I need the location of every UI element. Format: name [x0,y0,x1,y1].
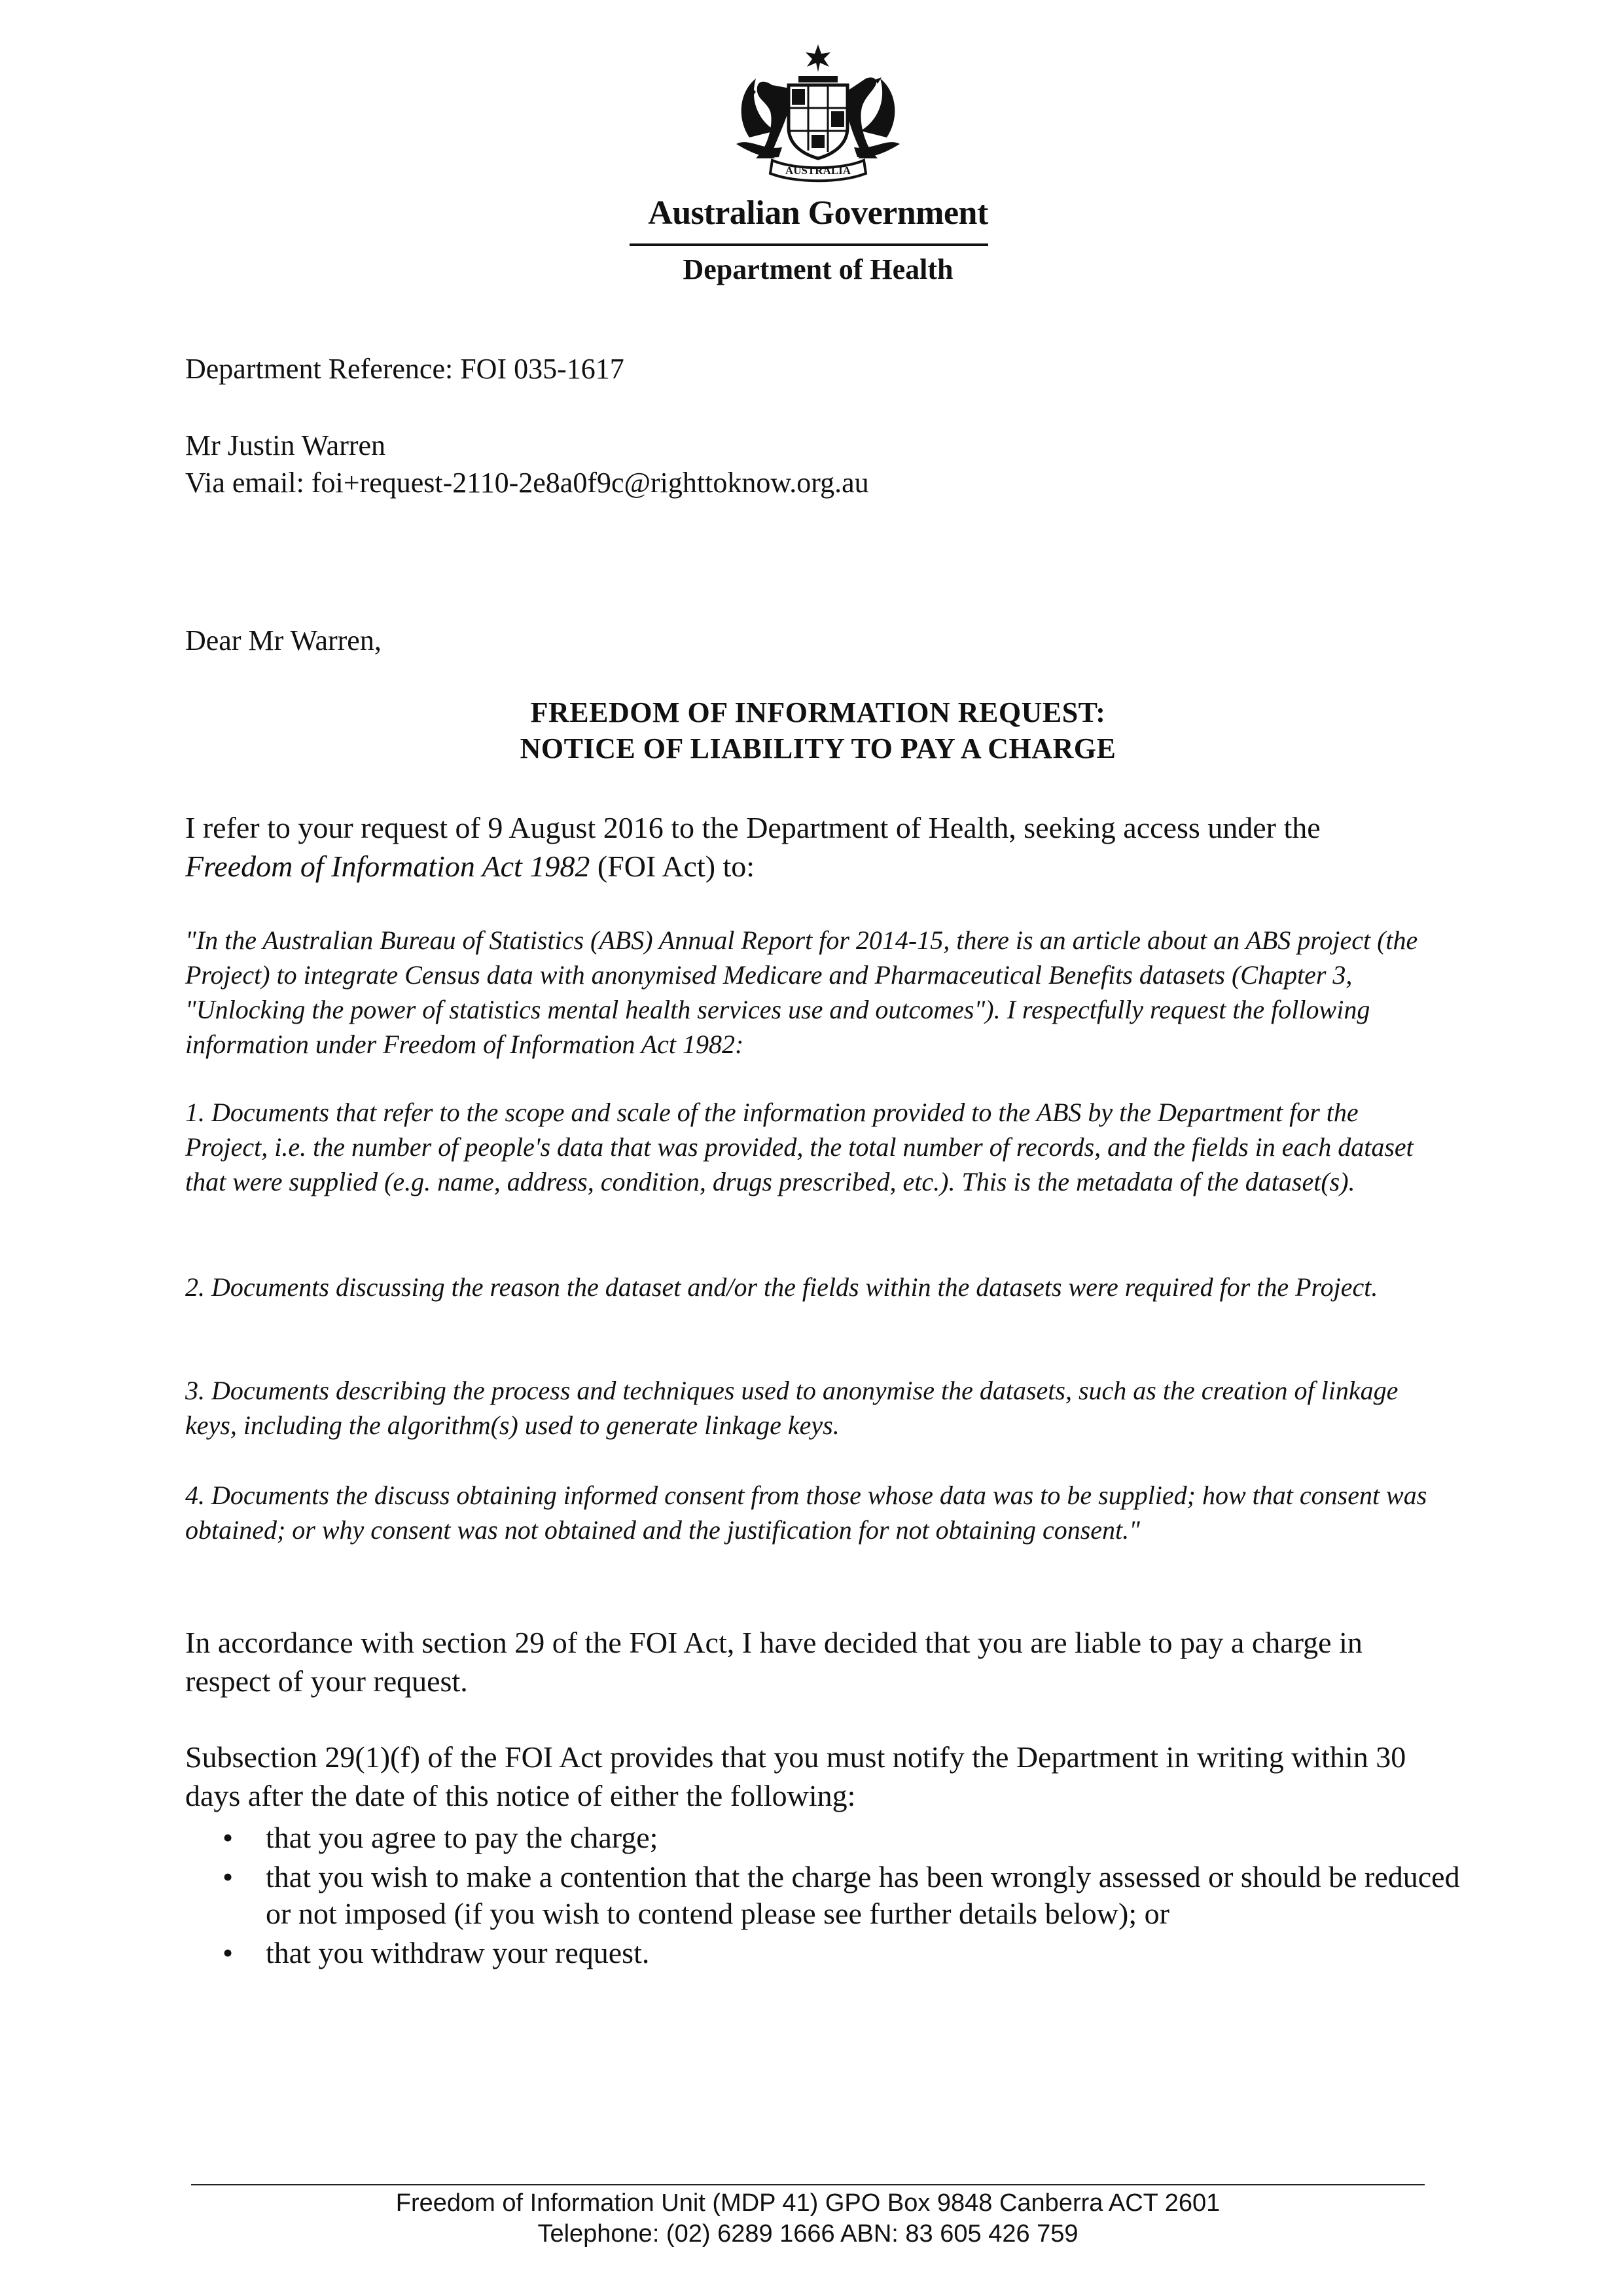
department-reference: Department Reference: FOI 035-1617 [185,353,624,385]
letter-heading-line-2: NOTICE OF LIABILITY TO PAY A CHARGE [520,732,1116,764]
department-name: Department of Health [683,253,954,285]
list-item: • that you withdraw your request. [223,1935,1466,1971]
bullet-icon: • [223,1936,234,1969]
crest-scroll-text: AUSTRALIA [785,164,851,177]
subsection-paragraph: Subsection 29(1)(f) of the FOI Act provides that you must notify the Department in writing within 30 days after the date of this notice of either the following: [185,1740,1406,1812]
list-item: • that you wish to make a contention that the charge has been wrongly assessed or should be reduced or not imposed (if you wish to contend please see further details below); or [223,1860,1460,1930]
letter-heading-line-1: FREEDOM OF INFORMATION REQUEST: [530,696,1106,728]
quoted-request-item-1: 1. Documents that refer to the scope and scale of the information provided to the ABS by the Department for the Project, i.e. the number of people's data that was provided, the total number of records, and the fields in each dataset that were supplied (e.g. name, address, condition, drugs prescribed, etc.). This is the metadata of the dataset(s). [185,1098,1414,1196]
footer-contact: Telephone: (02) 6289 1666 ABN: 83 605 426 759 [537,2220,1079,2248]
quoted-request-item-2: 2. Documents discussing the reason the dataset and/or the fields within the datasets were required for the Project. [185,1272,1378,1302]
intro-paragraph [185,808,1429,886]
government-name: Australian Government [648,194,988,232]
letterhead-divider [630,243,988,246]
quoted-request-item-4: 4. Documents the discuss obtaining informed consent from those whose data was to be supplied; how that consent was obtained; or why consent was not obtained and the justification for not obtaining consent." [185,1480,1427,1545]
liability-paragraph: In accordance with section 29 of the FOI Act, I have decided that you are liable to pay a charge in respect of your request. [185,1626,1363,1698]
intro-text-2: (FOI Act) to: [590,850,755,883]
recipient-name: Mr Justin Warren [185,429,386,461]
recipient-email: Via email: foi+request-2110-2e8a0f9c@righttoknow.org.au [185,467,869,499]
salutation: Dear Mr Warren, [185,624,382,656]
intro-text-1: I refer to your request of 9 August 2016 to the Department of Health, seeking access under the [185,811,1321,844]
quoted-request-preamble: "In the Australian Bureau of Statistics (ABS) Annual Report for 2014-15, there is an article about an ABS project (the Project) to integrate Census data with anonymised Medicare and Pharmaceutical Benefits datasets (Chapter 3, "Unlocking the power of statistics mental health services use and outcomes"). I respectfully request the following information under Freedom of Information Act 1982: [185,925,1418,1059]
bullet-icon: • [223,1860,234,1893]
footer-divider [191,2184,1425,2185]
bullet-icon: • [223,1821,234,1854]
footer-address: Freedom of Information Unit (MDP 41) GPO Box 9848 Canberra ACT 2601 [395,2189,1221,2217]
act-title: Freedom of Information Act 1982 [185,850,590,883]
coat-of-arms-icon [710,39,926,196]
options-list [223,1820,1466,1974]
list-item: • that you agree to pay the charge; [223,1820,1466,1856]
quoted-request-item-3: 3. Documents describing the process and techniques used to anonymise the datasets, such as the creation of linkage keys, including the algorithm(s) used to generate linkage keys. [185,1376,1399,1440]
